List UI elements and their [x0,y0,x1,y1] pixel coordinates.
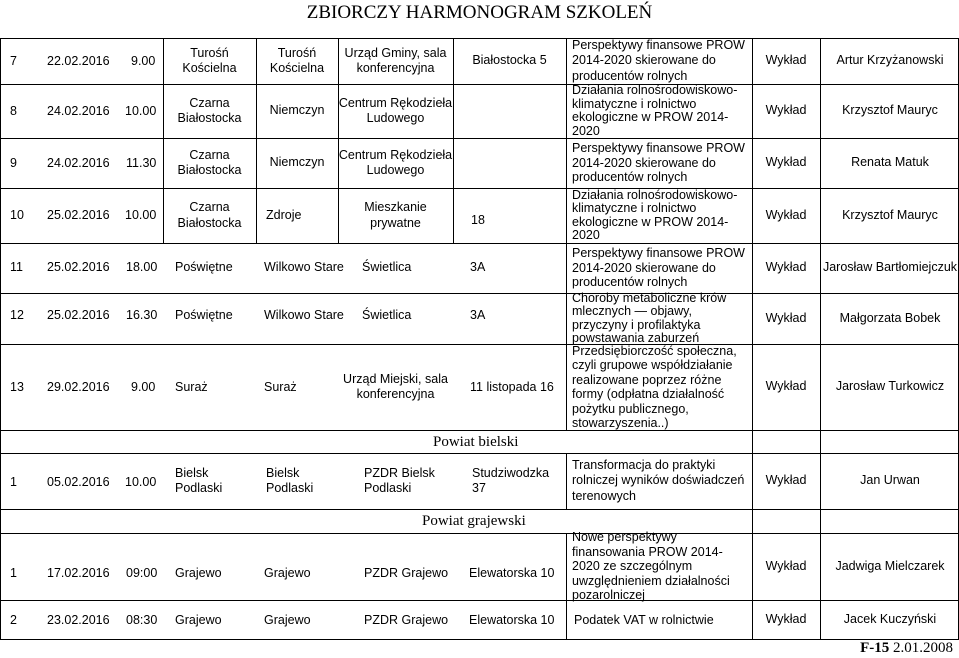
form-date: 2.01.2008 [893,640,953,656]
row-adres: 18 [471,213,485,227]
row-number: 7 [10,54,17,68]
row-miejscowosc: Bielsk Podlaski [266,465,314,495]
row-gmina: Czarna Białostocka [177,147,242,177]
row-number: 10 [10,208,24,222]
row-adres: Studziwodzka 37 [472,465,550,495]
row-miejsce: PZDR Grajewo [364,566,449,580]
form-code: F-15 [860,640,890,656]
row-date: 25.02.2016 [47,260,110,274]
row-date: 24.02.2016 [47,104,110,118]
row-forma: Wykład [765,155,807,170]
row-gmina: Suraż [175,380,208,394]
row-adres: Białostocka 5 [472,53,547,68]
row-number: 13 [10,380,24,394]
row-miejsce: Urząd Miejski, sala konferencyjna [343,371,448,401]
row-date: 17.02.2016 [47,566,110,580]
row-time: 10.00 [125,208,157,222]
row-miejscowosc: Turośń Kościelna [269,45,325,75]
row-time: 09:00 [126,566,158,580]
row-adres: 11 listopada 16 [470,380,554,394]
row-gmina: Grajewo [175,613,222,627]
row-miejsce: Centrum Rękodzieła Ludowego [338,147,453,177]
row-forma: Wykład [765,260,807,275]
row-number: 12 [10,308,24,322]
row-prowadzacy: Renata Matuk [851,155,929,170]
row-prowadzacy: Krzysztof Mauryc [842,207,938,222]
row-forma: Wykład [765,379,807,394]
row-prowadzacy: Jan Urwan [860,473,920,488]
row-number: 1 [10,566,17,580]
row-miejscowosc: Niemczyn [269,103,325,118]
row-number: 2 [10,613,17,627]
row-gmina: Poświętne [175,260,233,274]
row-date: 24.02.2016 [47,156,110,170]
row-forma: Wykład [765,611,807,626]
row-temat: Działania rolnośrodowiskowo-klimatyczne i rolnictwo ekologiczne w PROW 2014-2020 [572,83,738,138]
row-temat: Działania rolnośrodowiskowo-klimatyczne i rolnictwo ekologiczne w PROW 2014-2020 [572,187,738,242]
row-temat: Nowe perspektywy finansowania PROW 2014-2020 ze szczególnym uwzględnieniem działalności pozarolniczej [572,530,730,603]
row-miejsce: Mieszkanie prywatne [364,200,427,230]
row-temat: Perspektywy finansowe PROW 2014-2020 skierowane do producentów rolnych [572,141,745,185]
section-heading-bielski: Powiat bielski [433,434,519,450]
row-gmina: Turośń Kościelna [182,45,237,75]
row-miejsce: PZDR Grajewo [364,613,449,627]
row-temat: Transformacja do praktyki rolniczej wyników doświadczeń terenowych [572,457,745,503]
row-forma: Wykład [765,207,807,222]
row-time: 9.00 [131,54,156,68]
row-date: 05.02.2016 [47,475,110,489]
row-number: 11 [10,260,23,274]
row-miejscowosc: Grajewo [264,566,311,580]
row-date: 23.02.2016 [47,613,110,627]
row-time: 16.30 [126,308,158,322]
row-miejscowosc: Niemczyn [269,155,325,170]
page-title: ZBIORCZY HARMONOGRAM SZKOLEŃ [306,2,653,23]
row-prowadzacy: Jadwiga Mielczarek [835,558,945,573]
row-gmina: Bielsk Podlaski [175,465,223,495]
row-gmina: Grajewo [175,566,222,580]
row-forma: Wykład [765,558,807,573]
row-miejscowosc: Suraż [264,380,297,394]
row-prowadzacy: Krzysztof Mauryc [842,103,938,118]
row-temat: Choroby metaboliczne krów mlecznych — objawy, przyczyny i profilaktyka powstawania zaburzeń [572,290,727,345]
row-gmina: Czarna Białostocka [177,200,242,230]
row-miejsce: Urząd Gminy, sala konferencyjna [344,45,447,75]
row-forma: Wykład [765,53,807,68]
row-temat: Przedsiębiorczość społeczna, czyli grupowe współdziałanie realizowane poprzez różne formy (odpłatna działalność pożytku publicznego, stowarzyszenia..) [572,343,737,430]
row-temat: Perspektywy finansowe PROW 2014-2020 skierowane do producentów rolnych [572,246,745,290]
row-adres: Elewatorska 10 [469,566,555,580]
row-prowadzacy: Małgorzata Bobek [839,310,941,325]
row-miejscowosc: Wilkowo Stare [264,260,344,274]
row-time: 10.00 [125,475,157,489]
row-prowadzacy: Jarosław Bartłomiejczuk [822,260,958,275]
row-gmina: Poświętne [175,308,233,322]
row-time: 08:30 [126,613,158,627]
row-temat: Podatek VAT w rolnictwie [574,613,714,627]
row-date: 25.02.2016 [47,308,110,322]
row-date: 25.02.2016 [47,208,110,222]
row-adres: 3A [470,260,486,274]
row-miejsce: Świetlica [362,260,412,274]
row-forma: Wykład [765,473,807,488]
row-miejscowosc: Grajewo [264,613,311,627]
schedule-table [0,38,959,640]
section-heading-grajewski: Powiat grajewski [422,513,526,529]
row-date: 22.02.2016 [47,54,110,68]
row-number: 1 [10,475,17,489]
row-prowadzacy: Jarosław Turkowicz [835,379,945,394]
row-gmina: Czarna Białostocka [177,95,242,125]
document-footer [860,640,953,657]
row-forma: Wykład [765,310,807,325]
row-miejsce: Świetlica [362,308,412,322]
row-time: 11.30 [126,156,157,170]
row-time: 18.00 [126,260,158,274]
row-miejsce: Centrum Rękodzieła Ludowego [338,95,453,125]
row-miejscowosc: Wilkowo Stare [264,308,344,322]
row-prowadzacy: Jacek Kuczyński [843,611,937,626]
row-adres: Elewatorska 10 [469,613,555,627]
row-adres: 3A [470,308,486,322]
row-time: 9.00 [131,380,156,394]
row-miejscowosc: Zdroje [266,207,302,222]
row-number: 8 [10,104,17,118]
row-date: 29.02.2016 [47,380,110,394]
row-time: 10.00 [125,104,157,118]
row-miejsce: PZDR Bielsk Podlaski [364,465,435,495]
row-number: 9 [10,156,17,170]
row-prowadzacy: Artur Krzyżanowski [836,53,944,68]
row-temat: Perspektywy finansowe PROW 2014-2020 skierowane do producentów rolnych [572,37,745,83]
row-forma: Wykład [765,103,807,118]
